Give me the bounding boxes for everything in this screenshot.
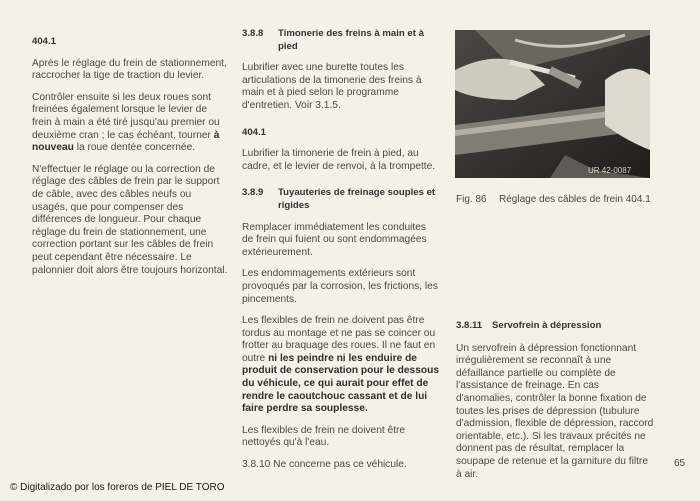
section-heading-404-1-b: 404.1	[242, 126, 267, 138]
section-heading-3-8-8: 3.8.8 Timonerie des freins à main et à pied	[242, 28, 424, 52]
page-number: 65	[674, 458, 686, 469]
emphasis-no-paint: ni les peindre ni les enduire de produit de conservation pour le dessous du véhicule, ce qui aurait pour effet de rendre le caoutchouc cassant et de lui faire perdre sa souplesse.	[242, 352, 439, 415]
paragraph-check-wheels: Contrôler ensuite si les deux roues sont freinées également lorsque le levier de frein à main a été tiré jusqu'au premier ou deuxième cran ; le cas échéant, tourner à nouveau la roue dentée concernée.	[32, 91, 220, 154]
section-heading-3-8-11: 3.8.11 Servofrein à dépression	[456, 320, 602, 331]
section-heading-3-8-9: 3.8.9 Tuyauteries de freinage souples et rigides	[242, 187, 436, 211]
paragraph-lubricate-linkage: Lubrifier avec une burette toutes les articulations de la timonerie des freins à main et à pied selon le programme d'entretien. Voir 3.1.5.	[242, 62, 422, 111]
column-middle	[242, 28, 440, 481]
column-left	[32, 36, 228, 286]
figure-number: Fig. 86	[456, 194, 487, 205]
paragraph-hose-mounting: Les flexibles de frein ne doivent pas être tordus au montage et ne pas se coincer ou frotter au braquage des roues. Il ne faut en outre ni les peindre ni les enduire de produit de conservation pour le dessous du véhicule, ce qui aurait pour effet de rendre le caoutchouc cassant et de lui faire perdre sa souplesse.	[242, 315, 439, 415]
paragraph-3-8-10: 3.8.10 Ne concerne pas ce véhicule.	[242, 459, 407, 471]
footer-credit: © Digitalizado por los foreros de PIEL DE TORO	[10, 482, 225, 493]
brake-cable-photo-illustration	[455, 30, 650, 178]
emphasis-a-nouveau: à nouveau	[32, 129, 220, 154]
figure-caption	[456, 194, 652, 206]
column-right	[456, 320, 654, 481]
figure-86-photo	[455, 30, 650, 178]
paragraph-damage-causes: Les endommagements extérieurs sont provoqués par la corrosion, les frictions, les pincements.	[242, 268, 438, 305]
paragraph-reattach-rod: Après le réglage du frein de stationnement, raccrocher la tige de traction du levier.	[32, 57, 227, 82]
paragraph-lubricate-pedal: Lubrifier la timonerie de frein à pied, au cadre, et le levier de renvoi, à la trompette.	[242, 148, 436, 172]
paragraph-replace-lines: Remplacer immédiatement les conduites de frein qui fuient ou sont endommagées extérieurement.	[242, 221, 427, 258]
paragraph-servo-brake: Un servofrein à dépression fonctionnant irrégulièrement se reconnaît à une défaillance partielle ou complète de l'assistance de freinage. En cas d'anomalies, contrôler la bonne fixation de toutes les prises de dépression (tubulure d'admission, flexible de dépression, raccord orientable, etc.). Si les travaux précités ne donnent pas de résultat, remplacer la soupape de retenue et la garniture du filtre à air.	[456, 342, 654, 480]
photo-stamp: UR 42-0087	[588, 166, 632, 175]
paragraph-cable-adjustment: N'effectuer le réglage ou la correction de réglage des câbles de frein par le support de câble, avec des câbles neufs ou usagés, que pour compenser des différences de longueur. Pour chaque réglage du frein de stationnement, une correction portant sur les câbles de frein peut cependant être nécessaire. Le palonnier doit alors être toujours horizontal.	[32, 163, 228, 276]
paragraph-clean-water: Les flexibles de frein ne doivent être nettoyés qu'à l'eau.	[242, 424, 406, 449]
section-heading-404-1: 404.1	[32, 36, 57, 47]
figure-caption-text: Réglage des câbles de frein 404.1	[499, 194, 651, 205]
